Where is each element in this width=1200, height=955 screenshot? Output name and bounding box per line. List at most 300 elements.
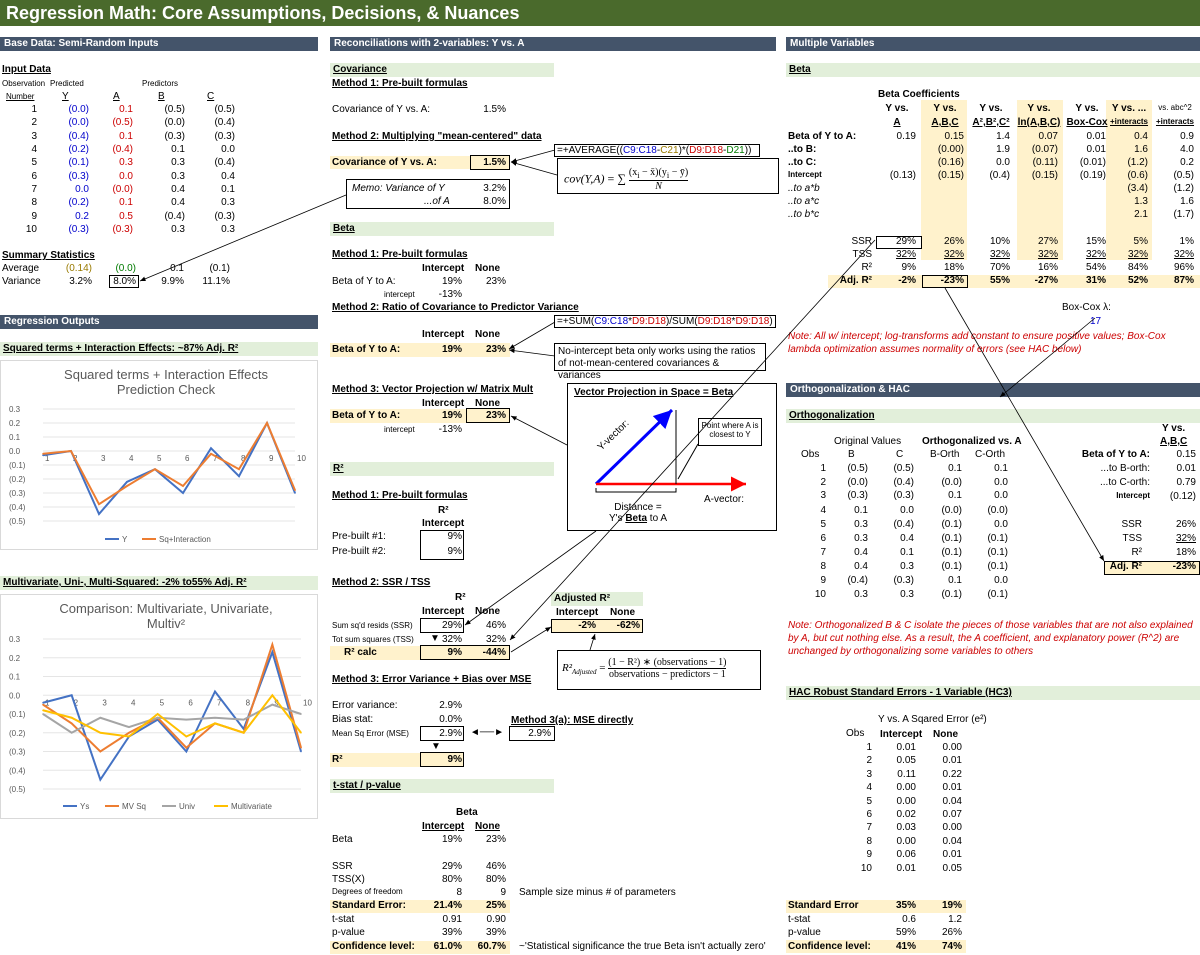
x-tick-label: 7 [217, 698, 222, 708]
var-b: 9.9% [161, 276, 184, 287]
input-cell: 6 [31, 170, 37, 182]
hac-none: 0.22 [942, 768, 962, 780]
x-tick-label: 1 [45, 454, 50, 463]
sq-interaction-heading: Squared terms + Interaction Effects: ~87% Adj. R² [0, 342, 318, 356]
input-cell: (0.0) [112, 183, 133, 195]
input-cell: 1 [31, 104, 37, 116]
vp-distance-bracket [596, 488, 676, 492]
mv-row-label: Intercept [788, 170, 822, 179]
tstat-none: 25% [485, 900, 506, 911]
data-point [300, 732, 302, 734]
orth-beta-label: ...to C-orth: [1099, 477, 1150, 488]
input-row [0, 183, 238, 196]
adj-none: -62% [616, 620, 640, 631]
y-tick-label: 0.2 [9, 419, 21, 428]
arrow-beta-formula [509, 322, 555, 349]
data-point [238, 468, 240, 470]
x-tick-label: 10 [303, 698, 312, 708]
r2-m2: Method 2: SSR / TSS [332, 577, 431, 588]
data-point [186, 719, 188, 721]
hac-int: 0.00 [896, 795, 916, 807]
orth-cell: (0.3) [893, 575, 914, 586]
data-point [128, 732, 130, 734]
r2-m2-none: None [475, 606, 500, 617]
input-cell: (0.3) [112, 223, 133, 235]
input-cell: (0.3) [214, 130, 235, 142]
data-point [100, 717, 102, 719]
mv-cell: (0.11) [1032, 157, 1058, 168]
y-tick-label: (0.1) [9, 461, 26, 470]
memo-var-a-value: 8.0% [483, 196, 506, 207]
x-tick-label: 3 [102, 698, 107, 708]
orth-cell: 7 [820, 547, 826, 558]
orth-corth-h: C-Orth [975, 449, 1005, 460]
adj-int: -2% [578, 620, 596, 631]
hac-none-h: None [933, 729, 958, 740]
data-point [100, 751, 102, 753]
orth-cell: 2 [820, 477, 826, 488]
avg-c: (0.1) [209, 263, 230, 274]
orth-cell: (0.3) [847, 490, 868, 501]
cov-m1: Method 1: Pre-built formulas [332, 78, 468, 89]
tss-arrow-icon: ▼ [430, 633, 440, 644]
orth-tss-label: TSS [1122, 533, 1142, 544]
orth-cell: 0.3 [900, 589, 914, 600]
beta-int-value: -13% [438, 289, 462, 300]
hac-int: 0.00 [896, 835, 916, 847]
mv-cell: 0.01 [1086, 144, 1106, 155]
data-point [71, 723, 73, 725]
ssr-none: 46% [485, 620, 506, 631]
r2-heading: R² [330, 462, 554, 476]
cov-equation: cov(Y,A) = ∑ $\frac{(x_i - x̄)(y_i - ȳ)}{N}$ [557, 158, 779, 194]
data-point [100, 732, 102, 734]
mv-adj-label: Adj. R² [839, 275, 872, 286]
legend-label: Ys [80, 802, 90, 811]
var-label: Variance [2, 276, 41, 287]
cov2-value: 1.5% [483, 157, 506, 168]
mv-row-label: ..to B: [788, 144, 817, 155]
beta-int-label: intercept [384, 290, 415, 299]
mv-tss-cell: 32% [989, 249, 1010, 260]
memo-var-a: ...of A [424, 196, 450, 207]
mv-ssr-cell: 27% [1037, 236, 1058, 247]
orth-cell: 0.0 [994, 490, 1008, 501]
col-a: A [113, 91, 120, 102]
input-cell: 0.1 [119, 197, 133, 209]
vp-y-label: Y-vector: [595, 417, 632, 454]
vp-point-note: Point where A is closest to Y [698, 418, 762, 446]
y-tick-label: (0.4) [9, 766, 26, 776]
hac-int: 0.02 [896, 809, 916, 820]
mv-r2-cell: 70% [989, 262, 1010, 273]
mv-r2-cell: 16% [1037, 262, 1058, 273]
mv-cell: (1.7) [1173, 209, 1194, 220]
orth-cell: 9 [820, 575, 826, 586]
mv-col-h2: A,B,C [931, 117, 959, 128]
r2-final-value: 9% [447, 754, 462, 765]
data-point [100, 779, 102, 781]
input-cell: 0.1 [119, 104, 133, 116]
chart-comparison [0, 594, 318, 819]
input-row [0, 116, 238, 129]
hac-none: 0.00 [942, 742, 962, 753]
x-tick-label: 8 [245, 698, 251, 708]
arrow-adj-eq [590, 634, 595, 650]
summary-heading: Summary Statistics [2, 250, 95, 261]
tstat-label: Standard Error: [332, 900, 406, 911]
mv-cell: 4.0 [1180, 144, 1194, 155]
input-cell: 5 [31, 157, 37, 169]
r2-m3: Method 3: Error Variance + Bias over MSE [332, 674, 532, 685]
hac-se-label: Standard Error [788, 900, 859, 911]
tstat-label: Confidence level: [332, 941, 415, 952]
y-tick-label: 0.2 [9, 653, 21, 663]
mv-note: Note: All w/ intercept; log-transforms add constant to ensure positive values; Box-Cox lambda optimization assumes normality of errors (see HAC below) [788, 331, 1166, 355]
r2-final-label: R² [332, 754, 343, 765]
y-tick-label: 0.0 [9, 447, 21, 456]
col-c: C [207, 91, 215, 102]
orth-cell: 0.1 [994, 463, 1008, 474]
orth-beta-value: 0.15 [1176, 449, 1196, 460]
r2-m1-r2h: R² [438, 505, 449, 516]
mv-ssr-cell: 29% [895, 236, 916, 247]
ev-value: 2.9% [439, 700, 462, 711]
data-point [214, 723, 216, 725]
vp-title: Vector Projection in Space = Beta [574, 387, 734, 398]
mv-row-label: Beta of Y to A: [788, 131, 857, 142]
hac-int: 0.01 [896, 862, 916, 874]
orth-cell: 3 [820, 490, 826, 501]
data-point [71, 717, 73, 719]
mv-cell: (0.07) [1031, 144, 1058, 155]
input-cell: (0.2) [68, 144, 89, 156]
orth-cell: 0.0 [994, 519, 1008, 530]
avg-y: (0.14) [65, 263, 92, 274]
tstat-beta-h: Beta [456, 807, 478, 818]
hac-none: 0.01 [942, 755, 962, 767]
adj-int-h: Intercept [556, 607, 599, 618]
x-tick-label: 2 [73, 454, 78, 463]
mv-row-label: ..to C: [788, 157, 817, 168]
data-point [98, 513, 100, 515]
x-tick-label: 8 [241, 454, 246, 463]
mv-cell: (0.00) [937, 144, 964, 155]
bs-value: 0.0% [439, 714, 462, 725]
input-cell: 0.2 [75, 210, 89, 222]
y-tick-label: (0.2) [9, 728, 26, 738]
var-a: 8.0% [113, 276, 136, 287]
beta-b1: 19% [441, 276, 462, 287]
mv-r2-cell: 84% [1127, 262, 1148, 273]
beta-b2: 23% [485, 276, 506, 287]
r2calc-label: R² calc [344, 647, 377, 658]
orth-cell: (0.1) [941, 519, 962, 530]
orth-cell: (0.1) [987, 547, 1008, 558]
data-point [71, 694, 73, 696]
mv-col-h1: Y vs. [933, 103, 957, 114]
beta-m3-b2: 23% [485, 410, 506, 421]
tstat-label: t-stat [332, 914, 355, 925]
vp-distance: Distance = Y's Beta to A [608, 502, 668, 524]
orth-beta-value: 0.79 [1176, 477, 1196, 488]
data-point [126, 485, 128, 487]
orth-cell: (0.1) [941, 533, 962, 544]
orth-cell: (0.1) [987, 533, 1008, 544]
hac-obs: 6 [866, 809, 872, 820]
cov-m2: Method 2: Multiplying "mean-centered" data [332, 131, 542, 142]
orth-cell: 0.1 [948, 575, 962, 586]
hac-int: 0.06 [896, 849, 916, 861]
mv-col-h2: +interacts [1155, 117, 1195, 126]
y-tick-label: (0.5) [9, 517, 26, 526]
hac-p-none: 26% [941, 927, 962, 938]
mv-cell: 2.1 [1134, 209, 1148, 220]
tstat-none: 23% [485, 834, 506, 845]
var-c: 11.1% [202, 276, 230, 287]
mv-adj-cell: 55% [989, 275, 1010, 286]
hac-heading: HAC Robust Standard Errors - 1 Variable (HC3) [786, 686, 1200, 700]
input-cell: 2 [31, 117, 37, 129]
x-tick-label: 2 [73, 698, 79, 708]
data-point [272, 644, 274, 646]
beta-m3-b1: 19% [441, 410, 462, 421]
mv-cell: (0.19) [1079, 170, 1106, 181]
tstat-label: Beta [332, 834, 353, 845]
y-tick-label: (0.1) [9, 710, 26, 719]
mv-cell: (0.6) [1127, 170, 1148, 181]
data-point [294, 492, 296, 494]
data-point [214, 691, 216, 693]
beta-formula-box: =+SUM(C9:C18*D9:D18)/SUM(D9:D18*D9:D18) [554, 315, 776, 328]
tstat-int: 29% [441, 861, 462, 872]
data-point [294, 489, 296, 491]
data-point [272, 651, 274, 653]
hac-obs: 3 [866, 768, 872, 780]
y-tick-label: (0.3) [9, 747, 26, 757]
orth-cell: 0.3 [900, 561, 914, 572]
y-tick-label: 0.0 [9, 691, 21, 701]
tstat-int: 61.0% [433, 941, 462, 952]
mv-cell: (0.4) [989, 170, 1010, 181]
orth-cell: (0.4) [847, 575, 868, 586]
x-tick-label: 4 [131, 698, 136, 708]
mse-value: 2.9% [439, 728, 462, 739]
boxcox-value: 17 [1090, 316, 1102, 327]
data-point [214, 717, 216, 719]
data-point [128, 726, 130, 728]
input-cell: 0.3 [221, 223, 235, 235]
x-tick-label: 6 [188, 698, 193, 708]
mv-tss-cell: 32% [1085, 249, 1106, 260]
input-cell: 0.3 [171, 170, 185, 182]
pb1-label: Pre-built #1: [332, 531, 386, 542]
orth-r2-value: 18% [1175, 547, 1196, 558]
tstat-label: TSS(X) [332, 874, 365, 885]
mv-r2-cell: 9% [901, 262, 916, 273]
orth-b-h: B [848, 449, 855, 460]
mv-col-h2: +interacts [1109, 117, 1149, 126]
input-cell: 0.0 [75, 183, 89, 195]
section-recon: Reconciliations with 2-variables: Y vs. A [330, 37, 776, 51]
beta-m2-b1: 19% [441, 344, 462, 355]
orth-cell: 8 [820, 561, 826, 572]
legend-label: Sq+Interaction [159, 535, 211, 544]
input-cell: 0.4 [221, 170, 235, 182]
x-tick-label: 3 [101, 454, 106, 463]
y-tick-label: (0.4) [9, 503, 26, 512]
data-point [42, 702, 44, 704]
mv-adj-cell: -27% [1034, 275, 1058, 286]
x-tick-label: 7 [213, 454, 218, 463]
hac-int-h: Intercept [880, 729, 923, 740]
data-point [42, 709, 44, 711]
orth-cell: (0.1) [987, 561, 1008, 572]
input-cell: 0.5 [119, 210, 133, 222]
r2-m2-r2h: R² [455, 592, 466, 603]
r2-arrow-icon: ▼ [431, 741, 441, 752]
cov-label: Covariance of Y vs. A: [332, 104, 431, 115]
tstat-int: 80% [441, 874, 462, 885]
r2calc-none: -44% [482, 647, 506, 658]
input-cell: (0.1) [68, 157, 89, 169]
adj-r2-equation: $R^2_{Adjusted}$ = (1 − R²) ∗ (observations − 1) observations − predictors − 1 [557, 650, 761, 690]
input-cell: 4 [31, 144, 37, 156]
avg-b: 0.1 [170, 263, 184, 274]
hac-p-int: 59% [895, 927, 916, 938]
mv-adj-cell: 87% [1173, 275, 1194, 286]
hac-none: 0.00 [942, 822, 962, 834]
beta-m2-none-h: None [475, 329, 500, 340]
orth-cell: 0.0 [900, 505, 914, 516]
legend-label: Multivariate [231, 802, 272, 811]
mv-cell: 1.6 [1180, 196, 1194, 207]
input-cell: 10 [25, 223, 37, 235]
beta-coef-h: Beta Coefficients [878, 89, 960, 100]
hac-t-label: t-stat [788, 914, 811, 925]
hac-none: 0.04 [942, 795, 962, 807]
mv-tss-label: TSS [852, 249, 872, 260]
input-cell: (0.3) [214, 210, 235, 222]
input-cell: (0.0) [68, 104, 89, 116]
hac-obs: 2 [866, 755, 872, 767]
orth-cell: 0.1 [948, 490, 962, 501]
y-tick-label: 0.3 [9, 635, 21, 644]
vp-pointer [678, 444, 698, 479]
input-row [0, 196, 238, 209]
data-point [243, 732, 245, 734]
mv-cell: (0.15) [1031, 170, 1058, 181]
tstat-none: 9 [500, 887, 506, 898]
orth-cell: (0.0) [987, 505, 1008, 516]
orth-cell: (0.3) [893, 490, 914, 501]
orth-cell: 0.3 [854, 533, 868, 544]
adj-none-h: None [610, 607, 635, 618]
input-cell: (0.4) [214, 157, 235, 169]
mv-col-h2: A [893, 117, 901, 128]
mv-tss-cell: 32% [895, 249, 916, 260]
mv-col-h1: vs. abc^2 [1158, 103, 1192, 112]
section-multivariable: Multiple Variables [786, 37, 1200, 51]
input-cell: 0.0 [119, 170, 133, 182]
hac-cl-int: 41% [895, 941, 916, 952]
orth-note: Note: Orthogonalized B & C isolate the pieces of those variables that are not also explained by A, but cut nothing else. As a result, the A coefficient, and explanatory power (R^2) are unchanged by orthogonalizing some variables to others [788, 620, 1193, 657]
x-tick-label: 5 [157, 454, 162, 463]
hac-obs-h: Obs [846, 728, 865, 739]
hac-int: 0.05 [896, 755, 916, 767]
orth-cell: 0.1 [900, 547, 914, 558]
hac-cl-none: 74% [941, 941, 962, 952]
mv-cell: (1.2) [1127, 157, 1148, 168]
data-point [157, 713, 159, 715]
pb1-value: 9% [447, 531, 462, 542]
page-title: Regression Math: Core Assumptions, Decisions, & Nuances [0, 0, 1200, 26]
input-cell: (0.4) [214, 117, 235, 129]
mv-cell: 0.4 [1134, 131, 1148, 142]
orth-cell: 5 [820, 519, 826, 530]
orth-cell: (0.5) [893, 463, 914, 474]
y-tick-label: (0.2) [9, 475, 26, 484]
r2-m1: Method 1: Pre-built formulas [332, 490, 468, 501]
avg-label: Average [2, 263, 40, 274]
input-cell: 0.4 [171, 183, 185, 195]
mv-cell: 0.2 [1180, 157, 1194, 168]
vector-projection-diagram [567, 383, 777, 531]
data-point [186, 736, 188, 738]
beta-m3-int-label: intercept [384, 425, 415, 434]
hac-t-int: 0.6 [902, 914, 916, 925]
mv-cell: (0.16) [937, 157, 964, 168]
mse-label: Mean Sq Error (MSE) [332, 729, 409, 738]
orth-cell: (0.0) [941, 505, 962, 516]
pb2-value: 9% [447, 546, 462, 557]
tstat-label: p-value [332, 927, 365, 938]
data-point [157, 717, 159, 719]
input-cell: (0.4) [112, 144, 133, 156]
data-point [128, 736, 130, 738]
hac-int: 0.11 [897, 768, 916, 780]
orth-cell: (0.4) [893, 477, 914, 488]
mv-cell: 0.9 [1180, 131, 1194, 142]
series-line-sq-interaction [43, 423, 295, 504]
input-row [0, 156, 238, 169]
hac-none: 0.01 [942, 849, 962, 861]
mv-cell: (0.01) [1079, 157, 1106, 168]
y-tick-label: 0.1 [9, 433, 21, 442]
x-tick-label: 6 [185, 454, 190, 463]
orth-cell: 0.3 [854, 519, 868, 530]
mv-col-h2: A²,B²,C² [972, 117, 1010, 128]
data-point [243, 719, 245, 721]
data-point [42, 704, 44, 706]
input-row [0, 143, 238, 156]
tstat-int: 19% [441, 834, 462, 845]
beta-m2-b2: 23% [485, 344, 506, 355]
beta-m3-int: -13% [438, 424, 462, 435]
cov-formula-box: =+AVERAGE((C9:C18-C21)*(D9:D18-D21)) [554, 144, 760, 157]
hac-obs: 4 [866, 782, 872, 794]
input-row [0, 130, 238, 143]
data-point [210, 453, 212, 455]
arrow-calc-to-adj [511, 627, 551, 652]
orth-beta-value: 0.01 [1176, 463, 1196, 474]
legend-label: Y [122, 535, 128, 544]
beta-m3-int-h: Intercept [422, 398, 465, 409]
input-cell: (0.3) [164, 130, 185, 142]
mv-cell: (3.4) [1127, 183, 1148, 194]
tstat-int: 0.91 [442, 914, 462, 925]
mv-col-h2: ln(A,B,C) [1017, 117, 1061, 128]
